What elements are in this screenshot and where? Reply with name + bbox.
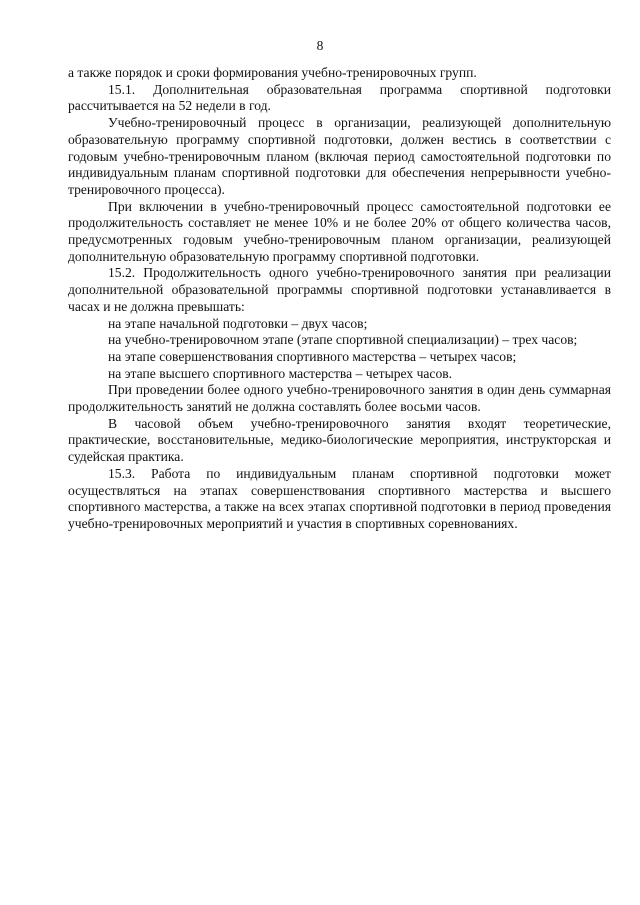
list-item-improvement-stage: на этапе совершенствования спортивного мастерства – четырех часов; — [108, 348, 517, 364]
page-number: 8 — [316, 38, 324, 53]
list-item-highest-stage: на этапе высшего спортивного мастерства – четырех часов. — [108, 365, 453, 381]
paragraph-hourly-volume: В часовой объем учебно-тренировочного занятия входят теоретические, практические, восстановительные, медико-биологические мероприятия, инструкторская и судейская практика. — [68, 415, 611, 465]
list-item-initial-stage: на этапе начальной подготовки – двух часов; — [108, 315, 368, 331]
paragraph-multiple-sessions: При проведении более одного учебно-тренировочного занятия в один день суммарная продолжительность занятий не должна составлять более восьми часов. — [68, 382, 611, 415]
paragraph-self-training: При включении в учебно-тренировочный процесс самостоятельной подготовки ее продолжительность составляет не менее 10% и не более 20% от общего количества часов, предусмотренных годовым учебно-тренировочным планом организации, реализующей дополнительную образовательную программу спортивной подготовки. — [68, 198, 611, 264]
document-body — [68, 65, 611, 533]
list-item-training-stage: на учебно-тренировочном этапе (этапе спортивной специализации) – трех часов; — [108, 332, 578, 348]
paragraph-continuation: а также порядок и сроки формирования учебно-тренировочных групп. — [68, 65, 477, 80]
paragraph-15-3: 15.3. Работа по индивидуальным планам спортивной подготовки может осуществляться на этапах совершенствования спортивного мастерства и высшего спортивного мастерства, а также на всех этапах спортивной подготовки в период проведения учебно-тренировочных мероприятий и участия в спортивных соревнованиях. — [68, 465, 611, 531]
paragraph-training-process: Учебно-тренировочный процесс в организации, реализующей дополнительную образовательную программу спортивной подготовки, должен вестись в соответствии с годовым учебно-тренировочным планом (включая период самостоятельной подготовки по индивидуальным планам спортивной подготовки для обеспечения непрерывности учебно-тренировочного процесса). — [68, 115, 611, 197]
paragraph-15-2: 15.2. Продолжительность одного учебно-тренировочного занятия при реализации дополнительной образовательной программы спортивной подготовки устанавливается в часах и не должна превышать: — [68, 265, 611, 314]
paragraph-15-1: 15.1. Дополнительная образовательная программа спортивной подготовки рассчитывается на 52 недели в год. — [68, 81, 611, 114]
